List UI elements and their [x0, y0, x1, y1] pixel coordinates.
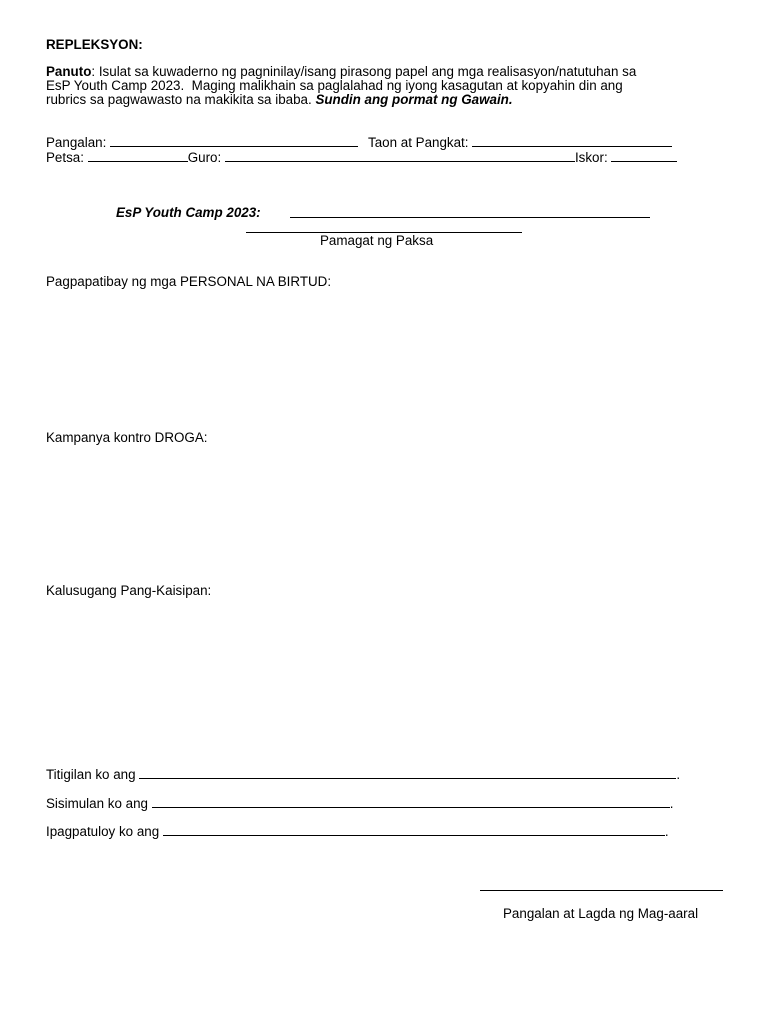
- section-anti-drug-campaign: Kampanya kontro DROGA:: [46, 430, 208, 445]
- date-blank[interactable]: [88, 149, 188, 162]
- commitment-start-label: Sisimulan ko ang: [46, 796, 148, 811]
- topic-caption: Pamagat ng Paksa: [320, 233, 434, 248]
- score-blank[interactable]: [611, 149, 677, 162]
- camp-topic-blank-1[interactable]: [290, 217, 650, 218]
- instructions-text-1: : Isulat sa kuwaderno ng pagninilay/isang pirasong papel ang mga realisasyon/natutuhan sa: [91, 64, 637, 79]
- signature-caption: Pangalan at Lagda ng Mag-aaral: [503, 906, 699, 921]
- name-field: [46, 134, 358, 150]
- name-label: Pangalan:: [46, 135, 107, 150]
- commitment-start: Sisimulan ko ang .: [46, 796, 674, 811]
- commitment-continue: Ipagpatuloy ko ang .: [46, 824, 669, 839]
- year-section-blank[interactable]: [472, 134, 672, 147]
- teacher-blank[interactable]: [225, 149, 575, 162]
- date-label: Petsa:: [46, 150, 84, 165]
- date-teacher-score-field: [46, 149, 677, 165]
- instructions-line-2: EsP Youth Camp 2023. Maging malikhain sa paglalahad ng iyong kasagutan at kopyahin din ang: [46, 78, 623, 93]
- teacher-label: Guro:: [187, 150, 222, 165]
- commitment-start-blank[interactable]: [152, 795, 670, 808]
- commitment-continue-label: Ipagpatuloy ko ang: [46, 824, 160, 839]
- commitment-stop: Titigilan ko ang .: [46, 767, 681, 782]
- year-section-label: Taon at Pangkat:: [368, 135, 469, 150]
- score-label: Iskor:: [574, 150, 608, 165]
- instructions-label: Panuto: [46, 64, 92, 79]
- instructions-line-3: [46, 92, 513, 107]
- signature-blank[interactable]: [480, 890, 723, 891]
- year-section-field: [368, 134, 672, 150]
- instructions-line-1: [46, 64, 636, 79]
- commitment-stop-label: Titigilan ko ang: [46, 767, 136, 782]
- page-title: REPLEKSYON:: [46, 37, 143, 52]
- commitment-continue-blank[interactable]: [163, 823, 665, 836]
- commitment-stop-blank[interactable]: [139, 766, 676, 779]
- name-blank[interactable]: [110, 134, 358, 147]
- camp-label: EsP Youth Camp 2023:: [116, 205, 261, 220]
- instructions-text-3: rubrics sa pagwawasto na makikita sa ibaba.: [46, 92, 316, 107]
- section-mental-health: Kalusugang Pang-Kaisipan:: [46, 583, 212, 598]
- instructions-emphasis: Sundin ang pormat ng Gawain.: [315, 92, 513, 107]
- section-personal-virtues: Pagpapatibay ng mga PERSONAL NA BIRTUD:: [46, 274, 332, 289]
